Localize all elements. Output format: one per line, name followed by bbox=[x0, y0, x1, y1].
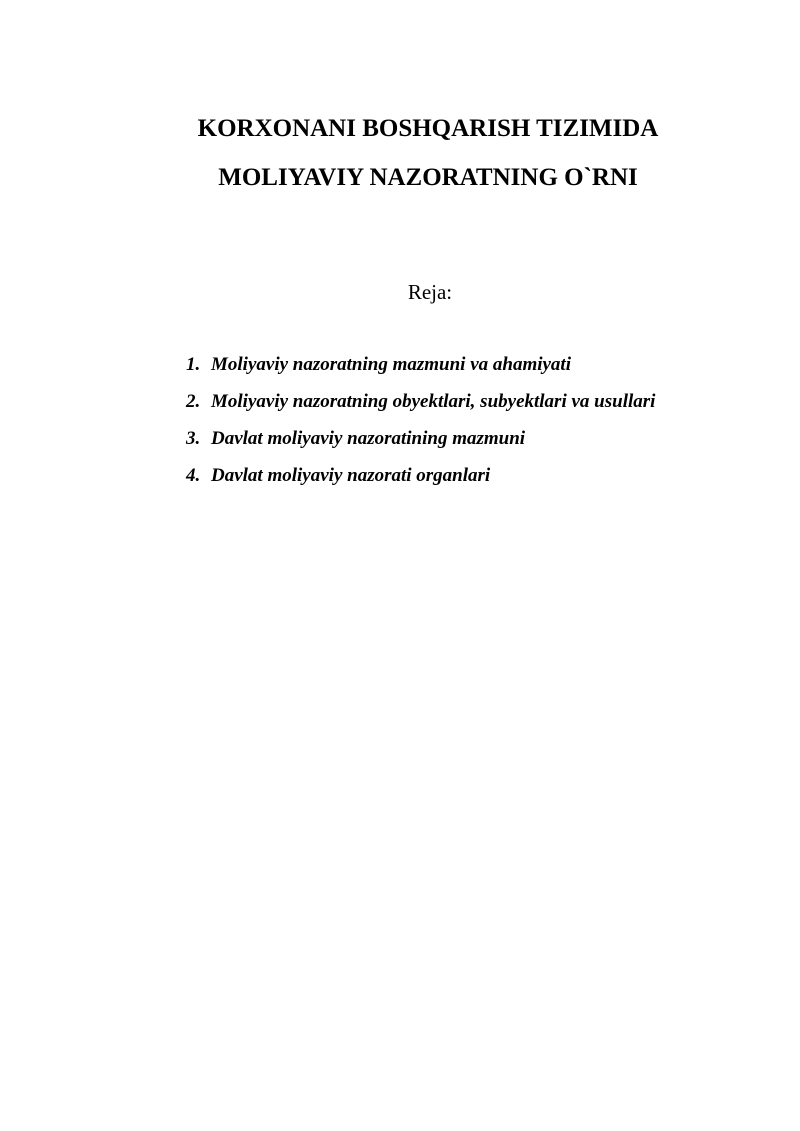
title-line-2: MOLIYAVIY NAZORATNING O`RNI bbox=[218, 164, 638, 191]
plan-item-number: 3. bbox=[186, 428, 201, 449]
plan-item bbox=[186, 420, 786, 457]
plan-item-text: Davlat moliyaviy nazorati organlari bbox=[211, 465, 491, 486]
plan-item-text: Moliyaviy nazoratning mazmuni va ahamiyati bbox=[211, 354, 571, 375]
plan-list bbox=[186, 346, 786, 494]
document-title bbox=[118, 104, 738, 202]
plan-heading: Reja: bbox=[407, 280, 453, 304]
plan-item bbox=[186, 457, 786, 494]
plan-item-text: Davlat moliyaviy nazoratining mazmuni bbox=[211, 428, 526, 449]
plan-item-number: 2. bbox=[186, 391, 201, 412]
plan-item bbox=[186, 383, 786, 420]
plan-item bbox=[186, 346, 786, 383]
plan-item-number: 1. bbox=[186, 354, 201, 375]
plan-item-number: 4. bbox=[186, 465, 201, 486]
title-line-1: KORXONANI BOSHQARISH TIZIMIDA bbox=[197, 115, 659, 142]
plan-item-text: Moliyaviy nazoratning obyektlari, subyektlari va usullari bbox=[211, 391, 656, 412]
